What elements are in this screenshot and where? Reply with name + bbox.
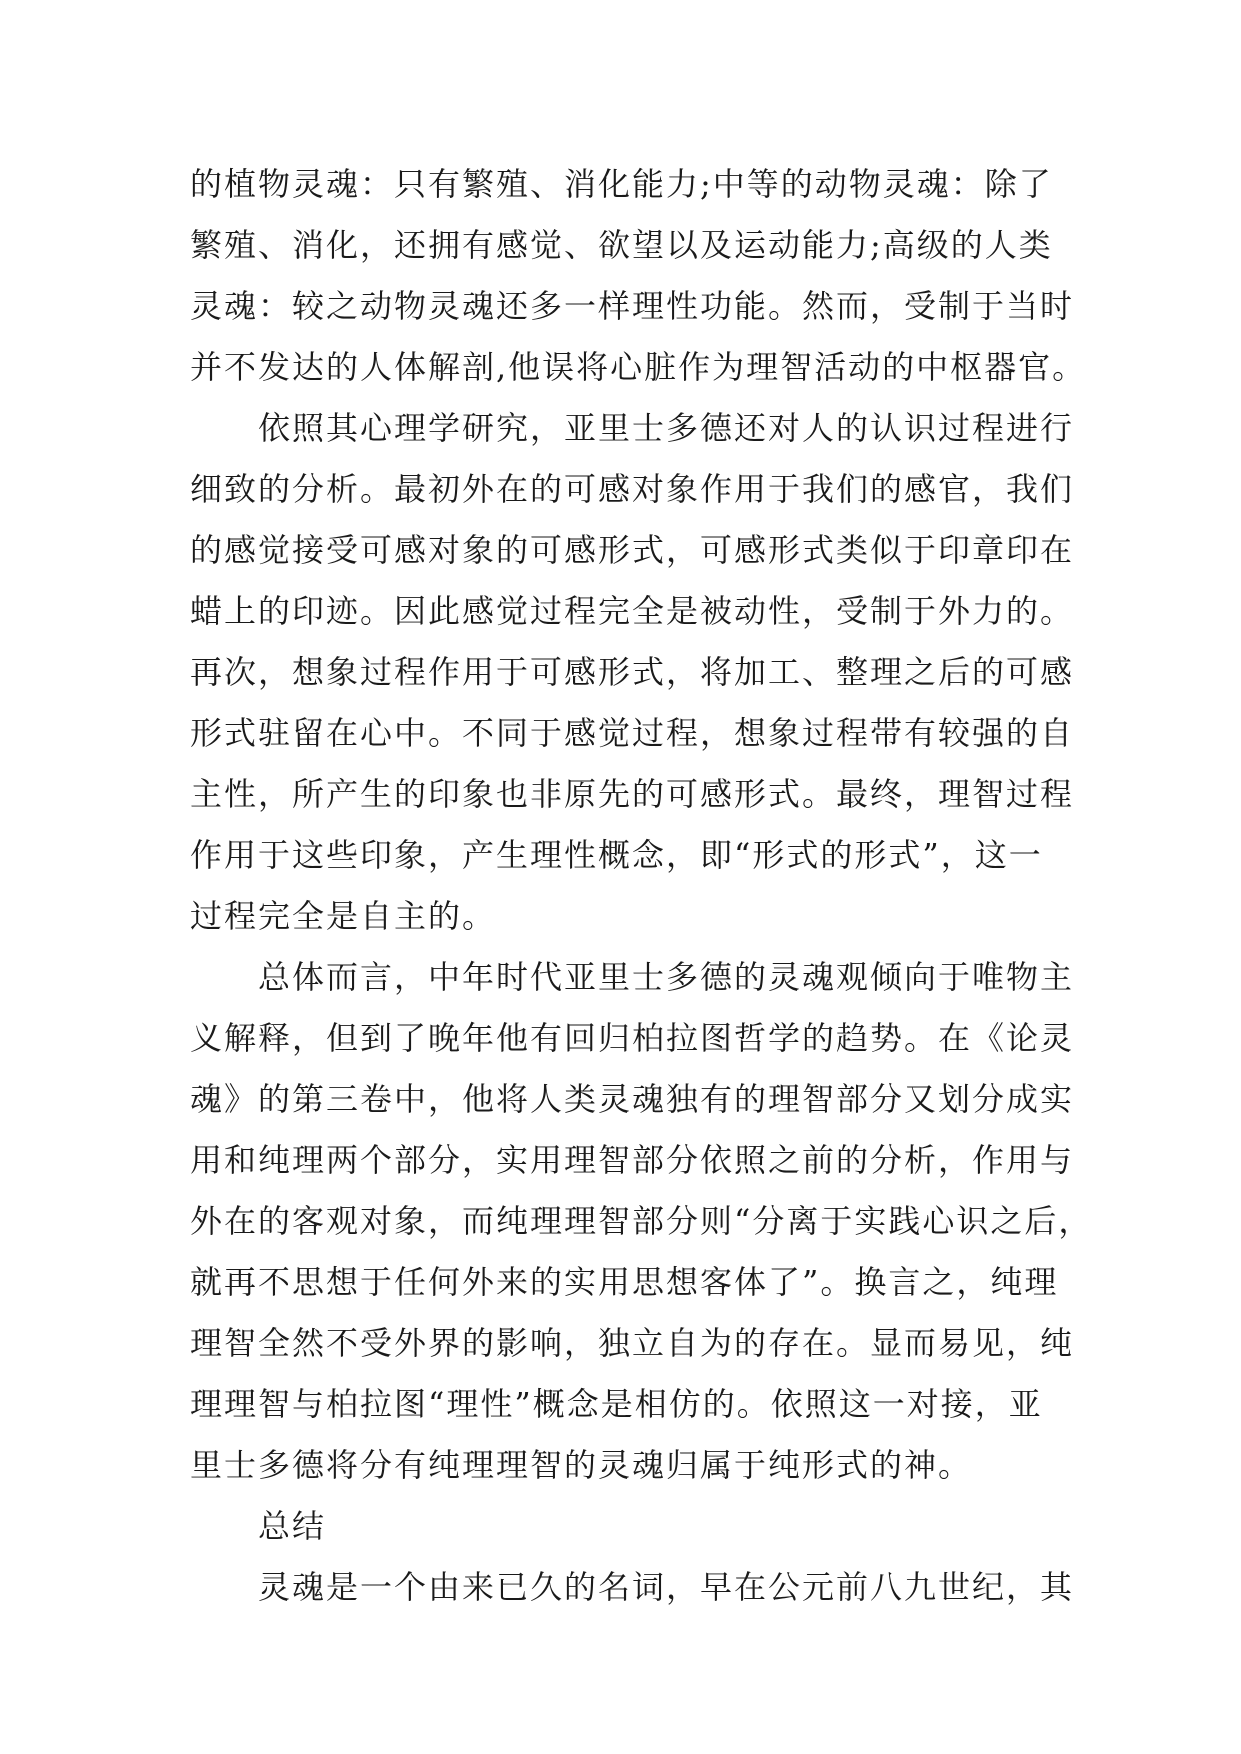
text-line: 灵魂：较之动物灵魂还多一样理性功能。然而，受制于当时 xyxy=(190,287,1075,325)
body-text xyxy=(190,154,1093,1618)
text-line: 细致的分析。最初外在的可感对象作用于我们的感官，我们 xyxy=(190,470,1075,508)
text-line: 义解释，但到了晚年他有回归柏拉图哲学的趋势。在《论灵 xyxy=(190,1019,1075,1057)
text-line: 再次，想象过程作用于可感形式，将加工、整理之后的可感 xyxy=(190,653,1075,691)
text-line: 并不发达的人体解剖,他误将心脏作为理智活动的中枢器官。 xyxy=(190,348,1087,386)
text-line: 外在的客观对象，而纯理理智部分则“分离于实践心识之后， xyxy=(190,1202,1093,1240)
text-line: 作用于这些印象，产生理性概念，即“形式的形式”，这一 xyxy=(190,836,1043,874)
text-line: 繁殖、消化，还拥有感觉、欲望以及运动能力;高级的人类 xyxy=(190,226,1053,264)
text-line: 主性，所产生的印象也非原先的可感形式。最终，理智过程 xyxy=(190,775,1075,813)
text-line: 蜡上的印迹。因此感觉过程完全是被动性，受制于外力的。 xyxy=(190,592,1075,630)
text-line: 的植物灵魂：只有繁殖、消化能力;中等的动物灵魂：除了 xyxy=(190,165,1053,203)
text-line: 的感觉接受可感对象的可感形式，可感形式类似于印章印在 xyxy=(190,531,1075,569)
text-line: 总体而言，中年时代亚里士多德的灵魂观倾向于唯物主 xyxy=(190,958,1075,996)
text-line: 就再不思想于任何外来的实用思想客体了”。换言之，纯理 xyxy=(190,1263,1059,1301)
text-line: 理智全然不受外界的影响，独立自为的存在。显而易见，纯 xyxy=(190,1324,1075,1362)
text-line: 形式驻留在心中。不同于感觉过程，想象过程带有较强的自 xyxy=(190,714,1075,752)
text-line: 里士多德将分有纯理理智的灵魂归属于纯形式的神。 xyxy=(190,1446,973,1484)
text-line: 魂》的第三卷中，他将人类灵魂独有的理智部分又划分成实 xyxy=(190,1080,1075,1118)
text-line: 过程完全是自主的。 xyxy=(190,897,497,935)
section-heading: 总结 xyxy=(190,1507,327,1545)
text-line: 灵魂是一个由来已久的名词，早在公元前八九世纪，其 xyxy=(190,1568,1075,1606)
text-line: 依照其心理学研究，亚里士多德还对人的认识过程进行 xyxy=(190,409,1075,447)
text-line: 理理智与柏拉图“理性”概念是相仿的。依照这一对接，亚 xyxy=(190,1385,1043,1423)
text-line: 用和纯理两个部分，实用理智部分依照之前的分析，作用与 xyxy=(190,1141,1075,1179)
